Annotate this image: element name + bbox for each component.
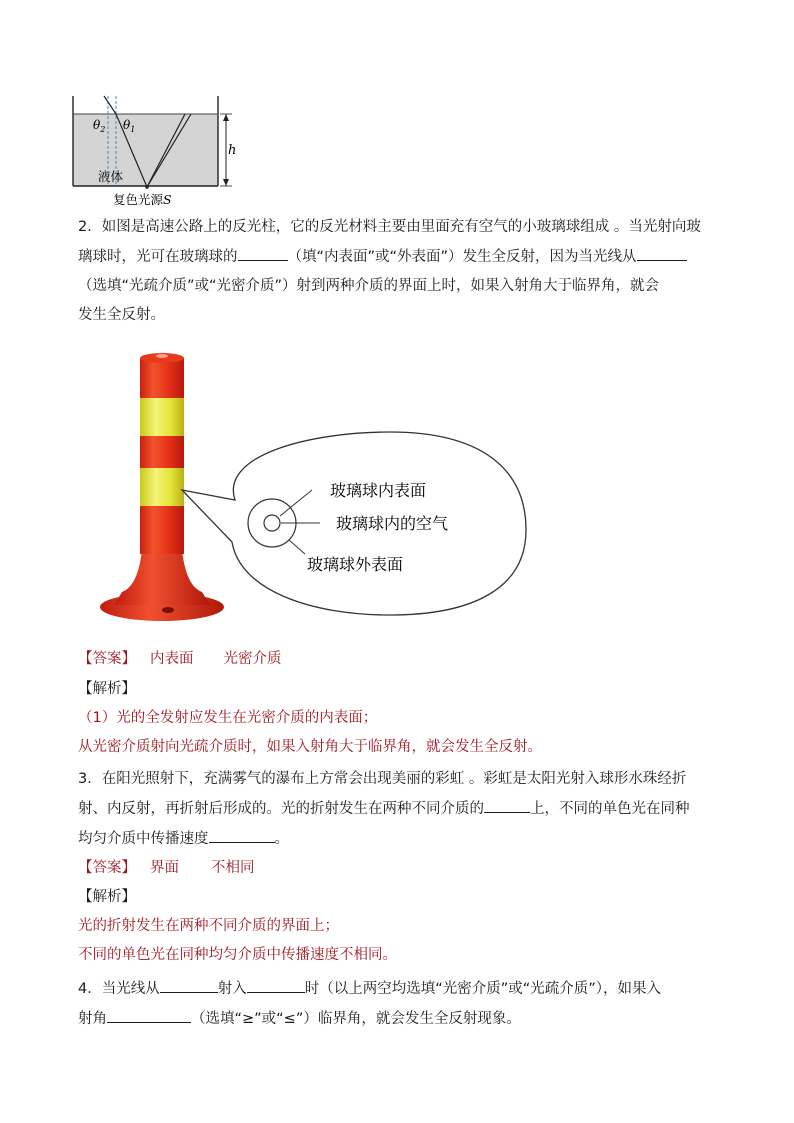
post-foot — [114, 550, 210, 605]
post-body — [140, 358, 184, 554]
q2-analysis-tag: 【解析】 — [78, 681, 136, 697]
h-arrow-top — [223, 114, 229, 121]
answer-tag: 【答案】 — [78, 651, 136, 667]
q2-analysis-1: （1）光的全发射应发生在光密介质的内表面； — [78, 710, 378, 726]
glass-sphere-inner — [264, 515, 280, 531]
theta1-label: $\theta_1$ — [123, 118, 136, 134]
q3-line-3: 均匀介质中传播速度 。 — [78, 828, 289, 849]
q2-answer — [78, 649, 282, 669]
q2-line-2: 璃球时，光可在玻璃球的 （填“内表面”或“外表面”）发生全反射，因为当光线从 — [78, 246, 687, 267]
q4-blank-1[interactable] — [160, 978, 218, 993]
q4-blank-3[interactable] — [107, 1008, 191, 1023]
q2-blank-1[interactable] — [238, 246, 288, 261]
reflective-post-figure — [100, 350, 540, 632]
q2-line-1: 2．如图是高速公路上的反光柱，它的反光材料主要由里面充有空气的小玻璃球组成 。当光射向玻 — [78, 219, 701, 235]
h-arrow-bottom — [223, 179, 229, 186]
q3-answer-2: 不相同 — [211, 860, 255, 876]
q3-line-2: 射、内反射，再折射后形成的。光的折射发生在两种不同介质的 上，不同的单色光在同种 — [78, 798, 690, 819]
q4-line-1: 4．当光线从 射入 时（以上两空均选填“光密介质”或“光疏介质”），如果入 — [78, 978, 661, 999]
q3-answer-1: 界面 — [150, 860, 179, 876]
reflective-band-1 — [140, 398, 184, 436]
q3-line-1: 3．在阳光照射下，充满雾气的瀑布上方常会出现美丽的彩虹 。彩虹是太阳光射入球形水珠经折 — [78, 771, 687, 787]
q3-answer: 【答案】 界面 不相同 — [78, 860, 255, 876]
q2-answer-2: 光密介质 — [223, 651, 282, 667]
q3-analysis-tag: 【解析】 — [78, 889, 136, 905]
h-label: h — [228, 143, 237, 158]
light-source-label: 复色光源S — [113, 192, 172, 207]
q2-analysis-2: 从光密介质射向光疏介质时，如果入射角大于临界角，就会发生全反射。 — [78, 739, 542, 755]
q2-line-3: （选填“光疏介质”或“光密介质”）射到两种介质的界面上时，如果入射角大于临界角，就会 — [78, 278, 660, 294]
q2-line-4: 发生全反射。 — [78, 307, 165, 323]
q3-number: 3． — [78, 771, 102, 787]
q2-answer-1: 内表面 — [150, 651, 194, 667]
q3-blank-2[interactable] — [209, 828, 275, 843]
liquid-tank-figure — [60, 92, 250, 210]
theta2-label: $\theta_2$ — [93, 118, 106, 134]
light-source-point — [145, 185, 149, 189]
q4-line-2: 射角 （选填“≥”或“≤”）临界角，就会发生全反射现象。 — [78, 1008, 521, 1029]
q2-blank-2[interactable] — [637, 246, 687, 261]
q3-analysis-1: 光的折射发生在两种不同介质的界面上； — [78, 918, 339, 934]
q3-blank-1[interactable] — [484, 798, 530, 813]
liquid-label: 液体 — [98, 169, 124, 184]
label-inner-surface: 玻璃球内表面 — [330, 481, 427, 500]
q2-number: 2． — [78, 219, 102, 235]
q4-blank-2[interactable] — [247, 978, 305, 993]
label-outer-surface: 玻璃球外表面 — [307, 555, 404, 574]
label-inner-air: 玻璃球内的空气 — [336, 514, 449, 533]
reflective-band-2 — [140, 468, 184, 506]
q3-analysis-2: 不同的单色光在同种均匀介质中传播速度不相同。 — [78, 947, 397, 963]
q4-number: 4． — [78, 981, 102, 997]
